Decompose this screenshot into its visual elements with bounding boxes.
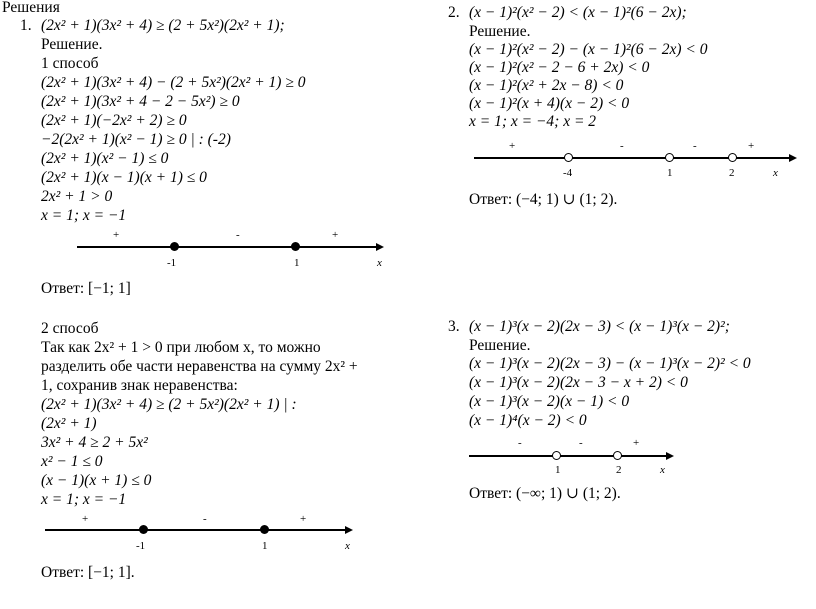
sign-label: - [236,229,240,241]
sign-label: - [518,437,522,449]
step-line: (2x² + 1) [41,415,97,432]
problem-1-number: 1. [20,17,32,34]
axis-arrow-icon [666,452,674,460]
step-line: (x − 1)³(x − 2)(2x − 3) − (x − 1)³(x − 2)² < 0 [469,355,751,372]
step-line: (x − 1)²(x² − 2) − (x − 1)²(6 − 2x) < 0 [469,41,708,58]
explanation-line: 1, сохранив знак неравенства: [41,377,238,394]
axis-line [469,455,667,457]
sign-label: - [620,140,624,152]
problem-2-statement: (x − 1)²(x² − 2) < (x − 1)²(6 − 2x); [469,4,687,21]
roots-line: x = 1; x = −4; x = 2 [469,113,597,130]
axis-variable: x [660,464,665,476]
open-point [564,153,573,162]
solution-label: Решение. [469,337,531,354]
answer-1b: Ответ: [−1; 1]. [41,564,135,581]
sign-label: - [203,513,207,525]
axis-line [474,157,790,159]
solution-label: Решение. [41,36,103,53]
answer-1: Ответ: [−1; 1] [41,280,131,297]
step-line: (2x² + 1)(3x² + 4) − (2 + 5x²)(2x² + 1) ≥ 0 [41,74,306,91]
point-label: 1 [262,540,268,552]
explanation-line: разделить обе части неравенства на сумму 2x² + [41,358,358,375]
point-label: 1 [555,464,561,476]
answer-2: Ответ: (−4; 1) ∪ (1; 2). [469,191,618,208]
step-line: 3x² + 4 ≥ 2 + 5x² [41,434,148,451]
axis-line [77,246,377,248]
filled-point [139,525,148,534]
method-1-label: 1 способ [41,55,99,72]
explanation-line: Так как 2x² + 1 > 0 при любом x, то можно [41,339,321,356]
step-line: (2x² + 1)(3x² + 4 − 2 − 5x²) ≥ 0 [41,93,240,110]
step-line: −2(2x² + 1)(x² − 1) ≥ 0 | : (-2) [41,131,231,148]
axis-arrow-icon [789,154,797,162]
problem-3-statement: (x − 1)³(x − 2)(2x − 3) < (x − 1)³(x − 2)²; [469,318,730,335]
page-header: Решения [2,0,60,16]
step-line: (x − 1)²(x² − 2 − 6 + 2x) < 0 [469,59,650,76]
step-line: (2x² + 1)(x − 1)(x + 1) ≤ 0 [41,169,207,186]
sign-label: + [113,229,120,241]
axis-arrow-icon [376,243,384,251]
axis-line [45,529,346,531]
open-point [665,153,674,162]
point-label: 1 [667,167,673,179]
sign-label: + [82,513,89,525]
point-label: 2 [616,464,622,476]
step-line: (x − 1)³(x − 2)(x − 1) < 0 [469,393,630,410]
open-point [613,451,622,460]
sign-label: + [300,513,307,525]
axis-variable: x [773,167,778,179]
filled-point [260,525,269,534]
sign-label: - [579,437,583,449]
answer-3: Ответ: (−∞; 1) ∪ (1; 2). [469,485,621,502]
step-line: (x − 1)³(x − 2)(2x − 3 − x + 2) < 0 [469,374,688,391]
filled-point [170,242,179,251]
point-label: -1 [136,540,146,552]
axis-arrow-icon [345,526,353,534]
sign-label: - [693,140,697,152]
point-label: 2 [729,167,735,179]
step-line: (2x² + 1)(−2x² + 2) ≥ 0 [41,112,187,129]
sign-label: + [748,140,755,152]
filled-point [291,242,300,251]
point-label: -1 [167,257,177,269]
roots-line: x = 1; x = −1 [41,491,127,508]
step-line: (x − 1)(x + 1) ≤ 0 [41,472,152,489]
roots-line: x = 1; x = −1 [41,207,127,224]
sign-label: + [332,229,339,241]
axis-variable: x [345,540,350,552]
step-line: x² − 1 ≤ 0 [41,453,103,470]
problem-3-number: 3. [448,318,460,335]
open-point [552,451,561,460]
step-line: (2x² + 1)(x² − 1) ≤ 0 [41,150,169,167]
step-line: (x − 1)⁴(x − 2) < 0 [469,412,587,429]
step-line: 2x² + 1 > 0 [41,188,113,205]
open-point [728,153,737,162]
step-line: (x − 1)²(x² + 2x − 8) < 0 [469,77,624,94]
point-label: -4 [563,167,573,179]
method-2-label: 2 способ [41,320,99,337]
step-line: (x − 1)²(x + 4)(x − 2) < 0 [469,95,630,112]
sign-label: + [509,140,516,152]
problem-1-statement: (2x² + 1)(3x² + 4) ≥ (2 + 5x²)(2x² + 1); [41,17,285,34]
problem-2-number: 2. [448,4,460,21]
point-label: 1 [294,257,300,269]
solution-label: Решение. [469,23,531,40]
step-line: (2x² + 1)(3x² + 4) ≥ (2 + 5x²)(2x² + 1) | : [41,396,297,413]
axis-variable: x [377,257,382,269]
sign-label: + [633,437,640,449]
